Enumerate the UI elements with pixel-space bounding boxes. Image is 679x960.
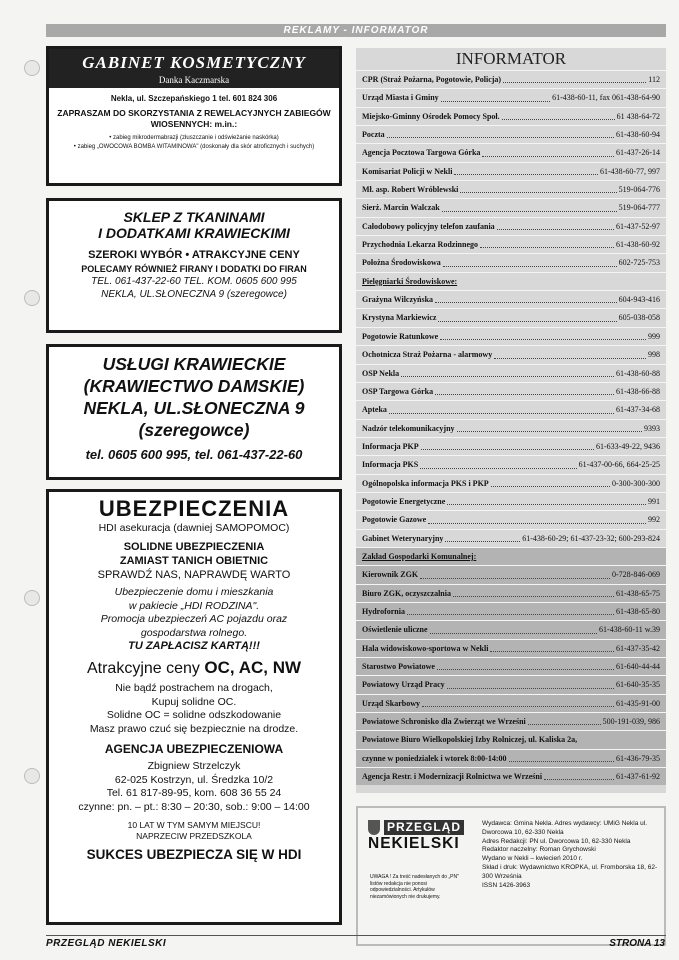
informator-entry-name: OSP Nekla xyxy=(362,368,400,378)
dot-leader xyxy=(447,676,614,688)
informator-row xyxy=(356,767,666,785)
binder-hole xyxy=(24,768,40,784)
dot-leader xyxy=(460,181,616,193)
informator-row xyxy=(356,327,666,345)
informator-row xyxy=(356,529,666,547)
informator-entry-phone: 605-038-058 xyxy=(618,313,660,323)
dot-leader xyxy=(428,511,646,523)
informator-entry-phone: 519-064-777 xyxy=(618,203,660,213)
ad-prices-bold: OC, AC, NW xyxy=(204,658,302,677)
informator-entry-phone: 61-437-61-92 xyxy=(616,772,660,782)
section-header: REKLAMY - INFORMATOR xyxy=(46,24,666,37)
ad-line: gospodarstwa rolnego. xyxy=(140,626,248,639)
informator-entry-name: Mł. asp. Robert Wróblewski xyxy=(362,185,459,195)
dot-leader xyxy=(494,346,646,358)
informator-row xyxy=(356,547,666,565)
dot-leader xyxy=(435,291,617,303)
ad-gabinet-kosmetyczny xyxy=(46,46,342,186)
informator-entry-phone: 112 xyxy=(648,75,660,84)
informator-entry-phone: 500-191-039, 986 xyxy=(602,717,660,727)
dot-leader xyxy=(440,328,646,340)
dot-leader xyxy=(407,603,614,615)
dot-leader xyxy=(503,71,646,83)
informator-entry-phone: 61-438-65-80 xyxy=(616,606,660,616)
informator-entry-phone: 61-437-26-14 xyxy=(616,148,660,158)
informator-entry-name: Urząd Skarbowy xyxy=(362,698,421,708)
informator-entry-phone: 9393 xyxy=(644,423,660,433)
ad-subtitle: HDI asekuracja (dawniej SAMOPOMOC) xyxy=(98,522,290,534)
dot-leader xyxy=(447,493,646,505)
ad-hours: czynne: pn. – pt.: 8:30 – 20:30, sob.: 9:00 – 14:00 xyxy=(78,800,310,813)
ad-ubezpieczenia xyxy=(46,489,342,925)
ad-line: Promocja ubezpieczeń AC pojazdu oraz xyxy=(100,613,288,625)
informator-entry-phone: 519-064-776 xyxy=(618,185,660,195)
logo xyxy=(368,820,464,870)
informator-row xyxy=(356,712,666,730)
informator-entry-phone: 61-640-44-44 xyxy=(616,662,660,671)
dot-leader xyxy=(420,456,576,468)
binder-hole xyxy=(24,290,40,306)
informator-entry-name: Nadzór telekomunikacyjny xyxy=(362,423,455,433)
informator-entry-phone: 992 xyxy=(648,515,660,525)
informator-entry-name: Przychodnia Lekarza Rodzinnego xyxy=(362,240,478,250)
informator-row xyxy=(356,382,666,400)
informator-entry-name: Położna Środowiskowa xyxy=(362,258,441,268)
masthead-print: Skład i druk: Wydawnictwo KROPKA, ul. Fromborska 18, 62-300 Września xyxy=(482,863,658,880)
ad-line: SOLIDNE UBEZPIECZENIA xyxy=(123,541,265,553)
informator-row xyxy=(356,492,666,510)
ad-line: Kupuj solidne OC. xyxy=(151,695,237,708)
informator-entry-phone: 61-438-60-11, fax 061-438-64-90 xyxy=(552,93,660,103)
dot-leader xyxy=(430,621,598,633)
ad-phone: Tel. 61 817-89-95, kom. 608 36 55 24 xyxy=(106,787,282,799)
informator-list xyxy=(356,70,666,785)
informator-entry-name: Zakład Gospodarki Komunalnej: xyxy=(362,551,477,561)
informator-entry-name: Informacja PKP xyxy=(362,441,419,451)
ad-line: 10 LAT W TYM SAMYM MIEJSCU! xyxy=(127,820,261,830)
ad-address: NEKLA, UL.SŁONECZNA 9 (szeregowce) xyxy=(101,289,287,300)
ad-line: NEKLA, UL.SŁONECZNA 9 xyxy=(83,398,305,418)
dot-leader xyxy=(435,383,614,395)
dot-leader xyxy=(422,695,614,707)
informator-entry-name: Agencja Pocztowa Targowa Górka xyxy=(362,148,481,158)
informator-row xyxy=(356,290,666,308)
ad-title: UBEZPIECZENIA xyxy=(98,496,290,521)
informator-row xyxy=(356,125,666,143)
ad-line: NAPRZECIW PRZEDSZKOLA xyxy=(136,831,252,841)
informator-entry-name: Oświetlenie uliczne xyxy=(362,625,428,635)
informator-entry-phone: 602-725-753 xyxy=(618,258,660,268)
informator-entry-name: Powiatowe Biuro Wielkopolskiej Izby Rolniczej, ul. Kaliska 2a, xyxy=(362,735,578,745)
ad-line: (szeregowce) xyxy=(138,420,250,440)
informator-row xyxy=(356,584,666,602)
dot-leader xyxy=(497,218,614,230)
informator-entry-phone: 0-728-846-069 xyxy=(612,570,660,580)
informator-entry-phone: 61 438-64-72 xyxy=(616,111,660,121)
dot-leader xyxy=(480,236,614,248)
informator-entry-phone: 61-438-60-92 xyxy=(616,240,660,250)
dot-leader xyxy=(454,163,598,175)
informator-row xyxy=(356,437,666,455)
informator-entry-name: Miejsko-Gminny Ośrodek Pomocy Społ. xyxy=(362,111,500,121)
informator-entry-name: Grażyna Wilczyńska xyxy=(362,295,434,305)
ad-address: Nekla, ul. Szczepańskiego 1 tel. 601 824 306 xyxy=(110,94,278,103)
informator-entry-name: Pogotowie Ratunkowe xyxy=(362,331,439,341)
dot-leader xyxy=(442,199,617,211)
ad-line: SPRAWDŹ NAS, NAPRAWDĘ WARTO xyxy=(97,569,291,581)
informator-row xyxy=(356,143,666,161)
dot-leader xyxy=(437,658,614,670)
informator-entry-name: Komisariat Policji w Nekli xyxy=(362,166,453,176)
ad-slogan: SUKCES UBEZPIECZA SIĘ W HDI xyxy=(86,847,302,862)
masthead-details xyxy=(482,820,662,890)
informator-panel xyxy=(356,48,666,793)
informator-row xyxy=(356,180,666,198)
ad-agency: AGENCJA UBEZPIECZENIOWA xyxy=(104,742,284,756)
informator-entry-phone: 61-435-91-00 xyxy=(616,698,660,708)
informator-entry-name: Powiatowy Urząd Pracy xyxy=(362,680,445,690)
informator-row xyxy=(356,235,666,253)
informator-entry-name: Pogotowie Gazowe xyxy=(362,515,427,525)
informator-row xyxy=(356,620,666,638)
informator-entry-phone: 61-640-35-35 xyxy=(616,680,660,690)
informator-row xyxy=(356,198,666,216)
informator-row xyxy=(356,657,666,675)
informator-entry-name: Powiatowe Schronisko dla Zwierząt we Wrześni xyxy=(362,717,526,727)
informator-entry-phone: 604-943-416 xyxy=(618,295,660,305)
ad-line: Nie bądź postrachem na drogach, xyxy=(115,682,273,694)
ad-line: ZAMIAST TANICH OBIETNIC xyxy=(119,555,269,567)
informator-entry-phone: 998 xyxy=(648,350,660,360)
informator-entry-name: Krystyna Markiewicz xyxy=(362,313,437,323)
footer-divider xyxy=(46,935,666,936)
logo-top: PRZEGLĄD xyxy=(384,820,464,835)
masthead-publisher: Wydawca: Gmina Nekla. Adres wydawcy: UMiG Nekla ul. Dworcowa 10, 62-330 Nekla xyxy=(482,820,648,836)
informator-row xyxy=(356,694,666,712)
informator-entry-name: Pielęgniarki Środowiskowe: xyxy=(362,276,458,286)
informator-entry-name: Hala widowiskowo-sportowa w Nekli xyxy=(362,643,489,653)
masthead-redaction: Adres Redakcji: PN ul. Dworcowa 10, 62-330 Nekla xyxy=(482,837,631,845)
dot-leader xyxy=(438,309,616,321)
dot-leader xyxy=(502,108,615,120)
dot-leader xyxy=(421,438,594,450)
ad-line: SZEROKI WYBÓR • ATRAKCYJNE CENY xyxy=(88,249,300,261)
informator-entry-phone: 61-437-34-68 xyxy=(616,405,660,415)
binder-hole xyxy=(24,590,40,606)
ad-line: TU ZAPŁACISZ KARTĄ!!! xyxy=(128,640,260,652)
ad-name: Zbigniew Strzelczyk xyxy=(147,760,241,772)
informator-entry-name: Hydrofornia xyxy=(362,606,405,616)
ad-line: w pakiecie „HDI RODZINA". xyxy=(128,599,260,612)
informator-row xyxy=(356,639,666,657)
informator-row xyxy=(356,675,666,693)
masthead-editor: Redaktor naczelny: Roman Grychowski xyxy=(482,846,596,854)
informator-row xyxy=(356,70,666,88)
informator-entry-name: Urząd Miasta i Gminy xyxy=(362,93,439,103)
informator-entry-phone: 61-438-60-11 w.39 xyxy=(599,625,660,635)
informator-row xyxy=(356,455,666,473)
informator-row xyxy=(356,364,666,382)
informator-row xyxy=(356,217,666,235)
informator-entry-name: Poczta xyxy=(362,130,385,140)
masthead-note: UWAGA ! Za treść nadesłanych do „PN" listów redakcja nie ponosi odpowiedzialności. Artykułów niezamówionych nie drukujemy. xyxy=(370,874,459,900)
ad-sklep-tkaniny xyxy=(46,198,342,333)
dot-leader xyxy=(387,126,614,138)
masthead xyxy=(356,806,666,946)
dot-leader xyxy=(420,566,610,578)
ad-prices xyxy=(49,658,339,678)
ad-prices-text: Atrakcyjne ceny xyxy=(86,660,205,677)
masthead-issn: ISSN 1426-3963 xyxy=(482,881,531,889)
informator-entry-phone: 999 xyxy=(648,331,660,341)
informator-row xyxy=(356,253,666,271)
page-number: STRONA 13 xyxy=(609,938,665,949)
ad-line: USŁUGI KRAWIECKIE xyxy=(102,354,286,374)
informator-entry-phone: 61-437-52-97 xyxy=(616,221,660,231)
dot-leader xyxy=(490,640,614,652)
ad-line: Solidne OC = solidne odszkodowanie xyxy=(106,709,282,721)
informator-row xyxy=(356,419,666,437)
masthead-issued: Wydano w Nekli – kwiecień 2010 r. xyxy=(482,855,583,863)
ad-phone: tel. 0605 600 995, tel. 061-437-22-60 xyxy=(85,447,303,462)
informator-entry-name: Sierż. Marcin Walczak xyxy=(362,203,440,213)
logo-bottom: NEKIELSKI xyxy=(368,835,460,852)
informator-entry-phone: 0-300-300-300 xyxy=(612,478,660,488)
ad-item: • zabieg mikrodermabrazji (złuszczanie i odświeżanie naskórka) xyxy=(109,135,279,141)
informator-entry-phone: 61-437-00-66, 664-25-25 xyxy=(578,460,660,470)
informator-entry-phone: 61-438-60-94 xyxy=(616,130,660,140)
informator-row xyxy=(356,345,666,363)
informator-entry-phone: 61-438-60-29; 61-437-23-32; 600-293-824 xyxy=(522,533,660,543)
dot-leader xyxy=(491,475,610,487)
ad-uslugi-krawieckie xyxy=(46,344,342,480)
informator-row xyxy=(356,308,666,326)
dot-leader xyxy=(401,365,614,377)
informator-entry-phone: 61-436-79-35 xyxy=(616,753,660,763)
informator-entry-name: Agencja Restr. i Modernizacji Rolnictwa we Wrześni xyxy=(362,772,543,782)
informator-entry-name: OSP Targowa Górka xyxy=(362,386,434,396)
footer-title: PRZEGLĄD NEKIELSKI xyxy=(46,938,167,949)
binder-hole xyxy=(24,60,40,76)
informator-row xyxy=(356,730,666,748)
crest-icon xyxy=(368,820,380,835)
ad-title: GABINET KOSMETYCZNY xyxy=(82,53,306,72)
informator-entry-name: Całodobowy policyjny telefon zaufania xyxy=(362,221,495,231)
dot-leader xyxy=(509,750,614,762)
ad-header xyxy=(49,49,339,88)
dot-leader xyxy=(482,144,614,156)
informator-entry-name: Apteka xyxy=(362,405,387,415)
informator-row xyxy=(356,107,666,125)
informator-row xyxy=(356,272,666,290)
informator-title: INFORMATOR xyxy=(455,49,567,68)
informator-row xyxy=(356,565,666,583)
informator-entry-phone: 61-438-60-77, 997 xyxy=(600,166,660,176)
dot-leader xyxy=(445,530,520,542)
dot-leader xyxy=(457,420,642,432)
informator-entry-phone: 61-438-65-75 xyxy=(616,588,660,598)
dot-leader xyxy=(441,89,550,101)
informator-row xyxy=(356,88,666,106)
informator-entry-phone: 61-633-49-22, 9436 xyxy=(596,441,660,451)
ad-line: SKLEP Z TKANINAMI xyxy=(123,209,265,225)
informator-entry-phone: 991 xyxy=(648,496,660,506)
informator-entry-phone: 61-437-35-42 xyxy=(616,643,660,653)
informator-row xyxy=(356,749,666,767)
informator-entry-name: Gabinet Weterynaryjny xyxy=(362,533,444,543)
informator-entry-name: Pogotowie Energetyczne xyxy=(362,496,446,506)
informator-entry-name: czynne w poniedziałek i wtorek 8:00-14:00 xyxy=(362,753,507,763)
dot-leader xyxy=(544,768,614,780)
informator-entry-name: Informacja PKS xyxy=(362,460,419,470)
informator-row xyxy=(356,474,666,492)
informator-row xyxy=(356,400,666,418)
informator-entry-name: Kierownik ZGK xyxy=(362,570,419,580)
informator-entry-phone: 61-438-66-88 xyxy=(616,386,660,396)
informator-entry-phone: 61-438-60-88 xyxy=(616,368,660,378)
informator-row xyxy=(356,510,666,528)
ad-owner: Danka Kaczmarska xyxy=(158,75,230,85)
ad-line: I DODATKAMI KRAWIECKIMI xyxy=(98,225,290,241)
ad-phone: TEL. 061-437-22-60 TEL. KOM. 0605 600 995 xyxy=(91,276,297,287)
ad-line: POLECAMY RÓWNIEŻ FIRANY I DODATKI DO FIRAN xyxy=(81,264,307,274)
informator-entry-name: CPR (Straż Pożarna, Pogotowie, Policja) xyxy=(362,75,502,84)
dot-leader xyxy=(389,401,614,413)
ad-address: 62-025 Kostrzyn, ul. Średzka 10/2 xyxy=(114,773,274,786)
ad-line: Masz prawo czuć się bezpiecznie na drodze. xyxy=(89,722,299,735)
ad-item: • zabieg „OWOCOWA BOMBA WITAMINOWA" (doskonały dla skór atroficznych i suchych) xyxy=(73,144,315,150)
dot-leader xyxy=(528,713,601,725)
ad-invite: ZAPRASZAM DO SKORZYSTANIA Z REWELACYJNYCH ZABIEGÓW WIOSENNYCH: m.in.: xyxy=(57,108,331,129)
dot-leader xyxy=(443,254,617,266)
ad-line: (KRAWIECTWO DAMSKIE) xyxy=(83,376,305,396)
dot-leader xyxy=(453,585,614,597)
informator-entry-name: Biuro ZGK, oczyszczalnia xyxy=(362,588,451,598)
informator-entry-name: Ochotnicza Straż Pożarna - alarmowy xyxy=(362,350,493,360)
ad-line: Ubezpieczenie domu i mieszkania xyxy=(114,586,274,598)
informator-row xyxy=(356,162,666,180)
informator-entry-name: Starostwo Powiatowe xyxy=(362,662,435,671)
informator-entry-name: Ogólnopolska informacja PKS i PKP xyxy=(362,478,489,488)
informator-row xyxy=(356,602,666,620)
